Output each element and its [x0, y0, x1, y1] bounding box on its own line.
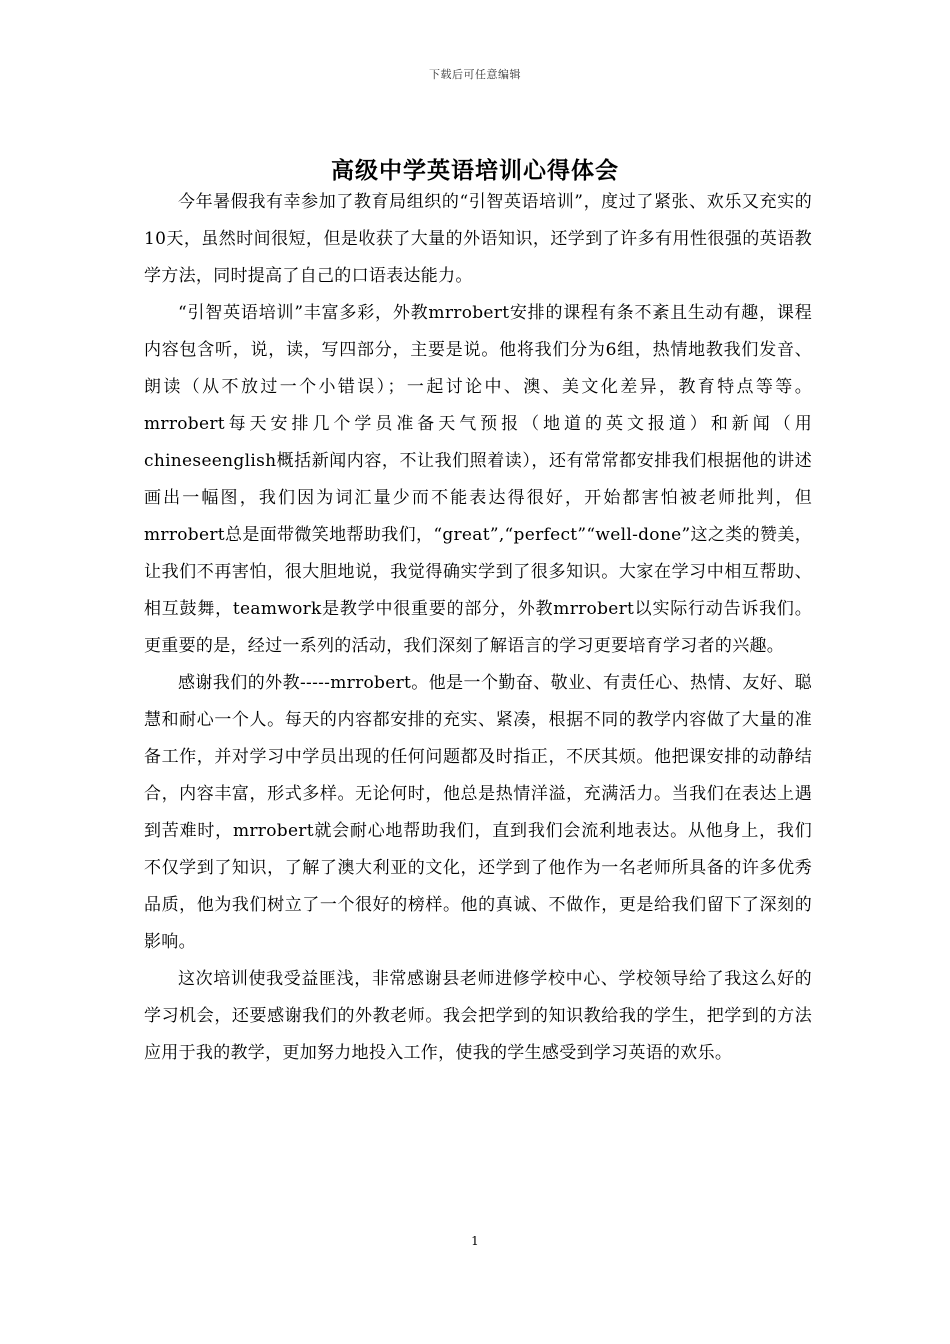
page-header: 下载后可任意编辑	[429, 68, 521, 81]
paragraph-conclusion: 这次培训使我受益匪浅，非常感谢县老师进修学校中心、学校领导给了我这么好的学习机会，还要感谢我们的外教老师。我会把学到的知识教给我的学生，把学到的方法应用于我的教学，更加努力地投入工作，使我的学生感受到学习英语的欢乐。	[144, 969, 812, 1063]
document-body	[144, 184, 812, 1072]
document-title: 高级中学英语培训心得体会	[331, 157, 619, 184]
paragraph-intro: 今年暑假我有幸参加了教育局组织的“引智英语培训”，度过了紧张、欢乐又充实的10天，虽然时间很短，但是收获了大量的外语知识，还学到了许多有用性很强的英语教学方法，同时提高了自己的口语表达能力。	[144, 192, 812, 286]
page-number: 1	[471, 1234, 479, 1248]
paragraph-thanks-teacher: 感谢我们的外教-----mrrobert。他是一个勤奋、敬业、有责任心、热情、友好、聪慧和耐心一个人。每天的内容都安排的充实、紧凑，根据不同的教学内容做了大量的准备工作，并对学习中学员出现的任何问题都及时指正，不厌其烦。他把课安排的动静结合，内容丰富，形式多样。无论何时，他总是热情洋溢，充满活力。当我们在表达上遇到苦难时，mrrobert就会耐心地帮助我们，直到我们会流利地表达。从他身上，我们不仅学到了知识，了解了澳大利亚的文化，还学到了他作为一名老师所具备的许多优秀品质，他为我们树立了一个很好的榜样。他的真诚、不做作，更是给我们留下了深刻的影响。	[144, 673, 812, 952]
paragraph-training-content: “引智英语培训”丰富多彩，外教mrrobert安排的课程有条不紊且生动有趣，课程内容包含听，说，读，写四部分，主要是说。他将我们分为6组，热情地教我们发音、朗读（从不放过一个小错误）；一起讨论中、澳、美文化差异，教育特点等等。mrrobert每天安排几个学员准备天气预报（地道的英文报道）和新闻（用chineseenglish概括新闻内容，不让我们照着读），还有常常都安排我们根据他的讲述画出一幅图，我们因为词汇量少而不能表达得很好，开始都害怕被老师批判，但mrrobert总是面带微笑地帮助我们，“great”,“perfect”“well-done”这之类的赞美，让我们不再害怕，很大胆地说，我觉得确实学到了很多知识。大家在学习中相互帮助、相互鼓舞，teamwork是教学中很重要的部分，外教mrrobert以实际行动告诉我们。更重要的是，经过一系列的活动，我们深刻了解语言的学习更要培育学习者的兴趣。	[144, 303, 812, 656]
